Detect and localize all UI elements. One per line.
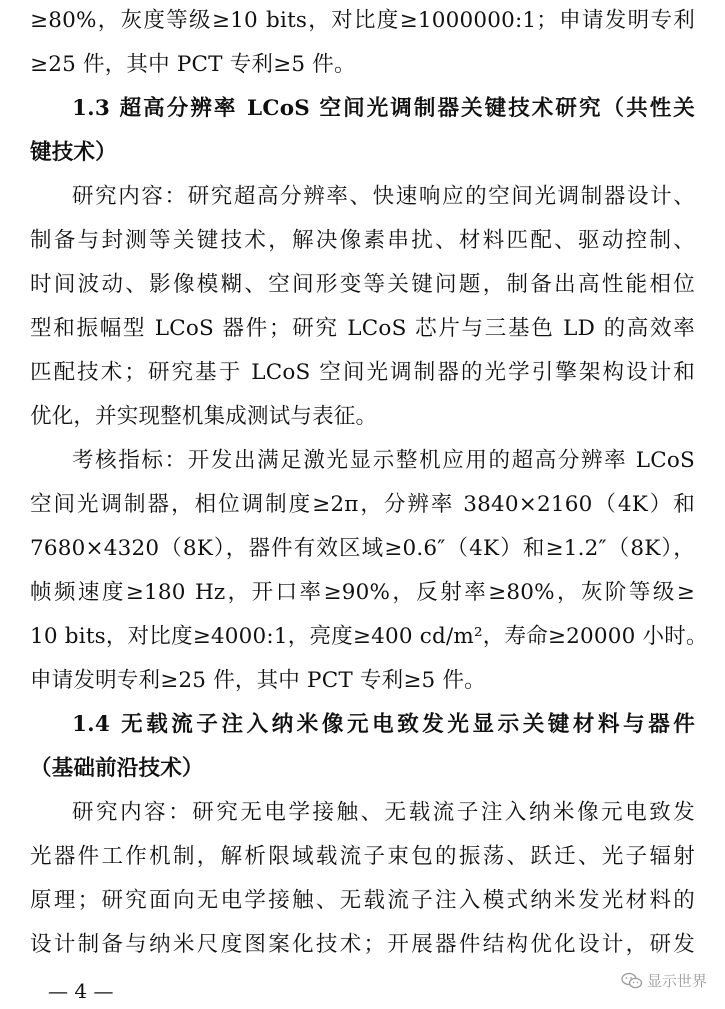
page-number: — 4 — — [48, 979, 114, 1003]
text-line: 7680×4320（8K），器件有效区域≥0.6″（4K）和≥1.2″（8K）， — [30, 536, 695, 561]
text-line: 设计制备与纳米尺度图案化技术；开展器件结构优化设计，研发 — [30, 932, 695, 957]
text-line: 帧频速度≥180 Hz，开口率≥90%，反射率≥80%，灰阶等级≥ — [30, 580, 695, 605]
section-heading: （基础前沿技术） — [30, 756, 204, 781]
text-line: 制备与封测等关键技术，解决像素串扰、材料匹配、驱动控制、 — [30, 228, 695, 253]
text-line: 研究内容：研究无电学接触、无载流子注入纳米像元电致发 — [72, 800, 695, 825]
text-line: 型和振幅型 LCoS 器件；研究 LCoS 芯片与三基色 LD 的高效率 — [30, 316, 695, 341]
text-line: 空间光调制器，相位调制度≥2π，分辨率 3840×2160（4K）和 — [30, 492, 695, 517]
text-line: ≥25 件，其中 PCT 专利≥5 件。 — [30, 52, 356, 77]
wechat-icon — [621, 972, 643, 990]
text-line: 匹配技术；研究基于 LCoS 空间光调制器的光学引擎架构设计和 — [30, 360, 695, 385]
text-line: 优化，并实现整机集成测试与表征。 — [30, 404, 378, 429]
text-line: 原理；研究面向无电学接触、无载流子注入模式纳米发光材料的 — [30, 888, 695, 913]
text-line: 光器件工作机制，解析限域载流子束包的振荡、跃迁、光子辐射 — [30, 844, 695, 869]
watermark-text: 显示世界 — [646, 972, 707, 990]
text-line: 研究内容：研究超高分辨率、快速响应的空间光调制器设计、 — [72, 184, 695, 209]
text-line: 申请发明专利≥25 件，其中 PCT 专利≥5 件。 — [30, 668, 486, 693]
text-line: 时间波动、影像模糊、空间形变等关键问题，制备出高性能相位 — [30, 272, 695, 297]
watermark — [621, 970, 707, 991]
section-heading: 1.3 超高分辨率 LCoS 空间光调制器关键技术研究（共性关 — [72, 96, 695, 121]
section-heading: 键技术） — [30, 140, 117, 165]
text-line: 10 bits，对比度≥4000:1，亮度≥400 cd/m²，寿命≥20000 小时。 — [30, 624, 708, 649]
section-heading: 1.4 无载流子注入纳米像元电致发光显示关键材料与器件 — [72, 712, 695, 737]
text-line: ≥80%，灰度等级≥10 bits，对比度≥1000000:1；申请发明专利 — [30, 8, 695, 33]
text-line: 考核指标：开发出满足激光显示整机应用的超高分辨率 LCoS — [72, 448, 695, 473]
